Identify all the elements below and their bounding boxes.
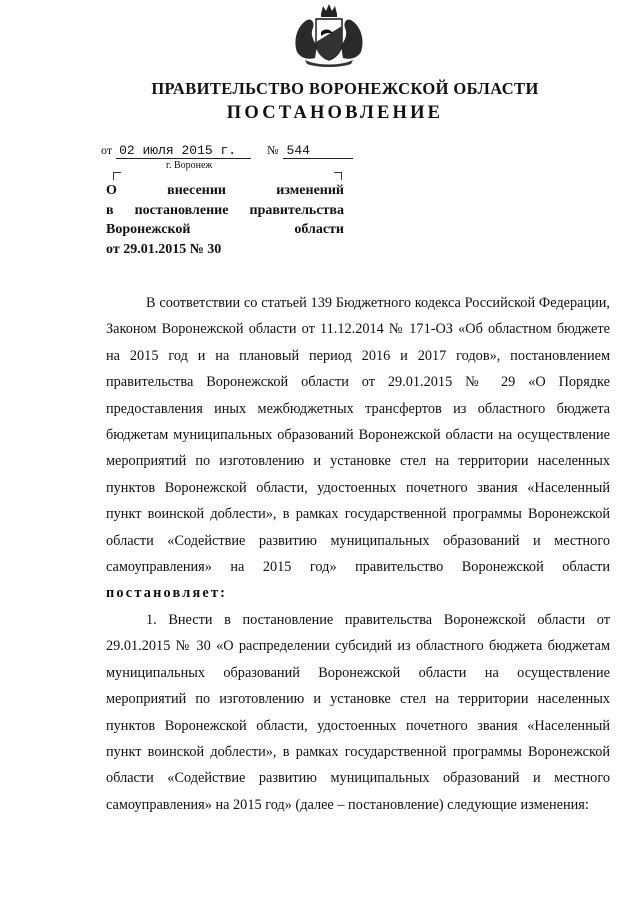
coat-of-arms-emblem <box>291 2 367 68</box>
title-line: Воронежской области <box>106 222 344 237</box>
title-line: от 29.01.2015 № 30 <box>106 241 222 257</box>
left-corner-bracket <box>113 172 121 180</box>
title-line: О внесении изменений <box>106 183 344 198</box>
resolves-keyword: постановляет: <box>106 585 228 602</box>
number-prefix: № <box>267 143 279 157</box>
date-prefix: от <box>101 143 113 157</box>
document-date: 02 июля 2015 г. <box>116 143 251 159</box>
right-corner-bracket <box>334 172 342 180</box>
preamble-text: В соответствии со статьей 139 Бюджетного кодекса Российской Федерации, Законом Воронежской области от 11.12.2014 № 171-ОЗ «Об областном бюджете на 2015 год и на плановый период 2016 и 2017 годов», постановлением правительства Воронежской области от 29.01.2015 № 29 «О Порядке предоставления иных межбюджетных трансфертов из областного бюджета бюджетам муниципальных образований Воронежской области на осуществление мероприятий по изготовлению и установке стел на территории населенных пунктов Воронежской области, удостоенных почетного звания «Населенный пункт воинской доблести», в рамках государственной программы Воронежской области «Содействие развитию муниципальных образований и местного самоуправления» на 2015 год» правительство Воронежской области <box>106 295 610 576</box>
document-title <box>106 181 344 259</box>
body-paragraph-1 <box>106 290 610 607</box>
date-line <box>101 141 353 159</box>
document-place: г. Воронеж <box>166 160 213 171</box>
title-line: в постановление правительства <box>106 202 344 218</box>
body-paragraph-2: 1. Внести в постановление правительства Воронежской области от 29.01.2015 № 30 «О распределении субсидий из областного бюджета бюджетам муниципальных образований Воронежской области на осуществление мероприятий по изготовлению и установке стел на территории населенных пунктов Воронежской области, удостоенных почетного звания «Населенный пункт воинской доблести», в рамках государственной программы Воронежской области «Содействие развитию муниципальных образований и местного самоуправления» на 2015 год» (далее – постановление) следующие изменения: <box>106 611 610 813</box>
document-type: ПОСТАНОВЛЕНИЕ <box>226 103 444 123</box>
organization-name: ПРАВИТЕЛЬСТВО ВОРОНЕЖСКОЙ ОБЛАСТИ <box>151 79 539 98</box>
document-number: 544 <box>283 143 353 159</box>
document-body <box>106 290 610 818</box>
